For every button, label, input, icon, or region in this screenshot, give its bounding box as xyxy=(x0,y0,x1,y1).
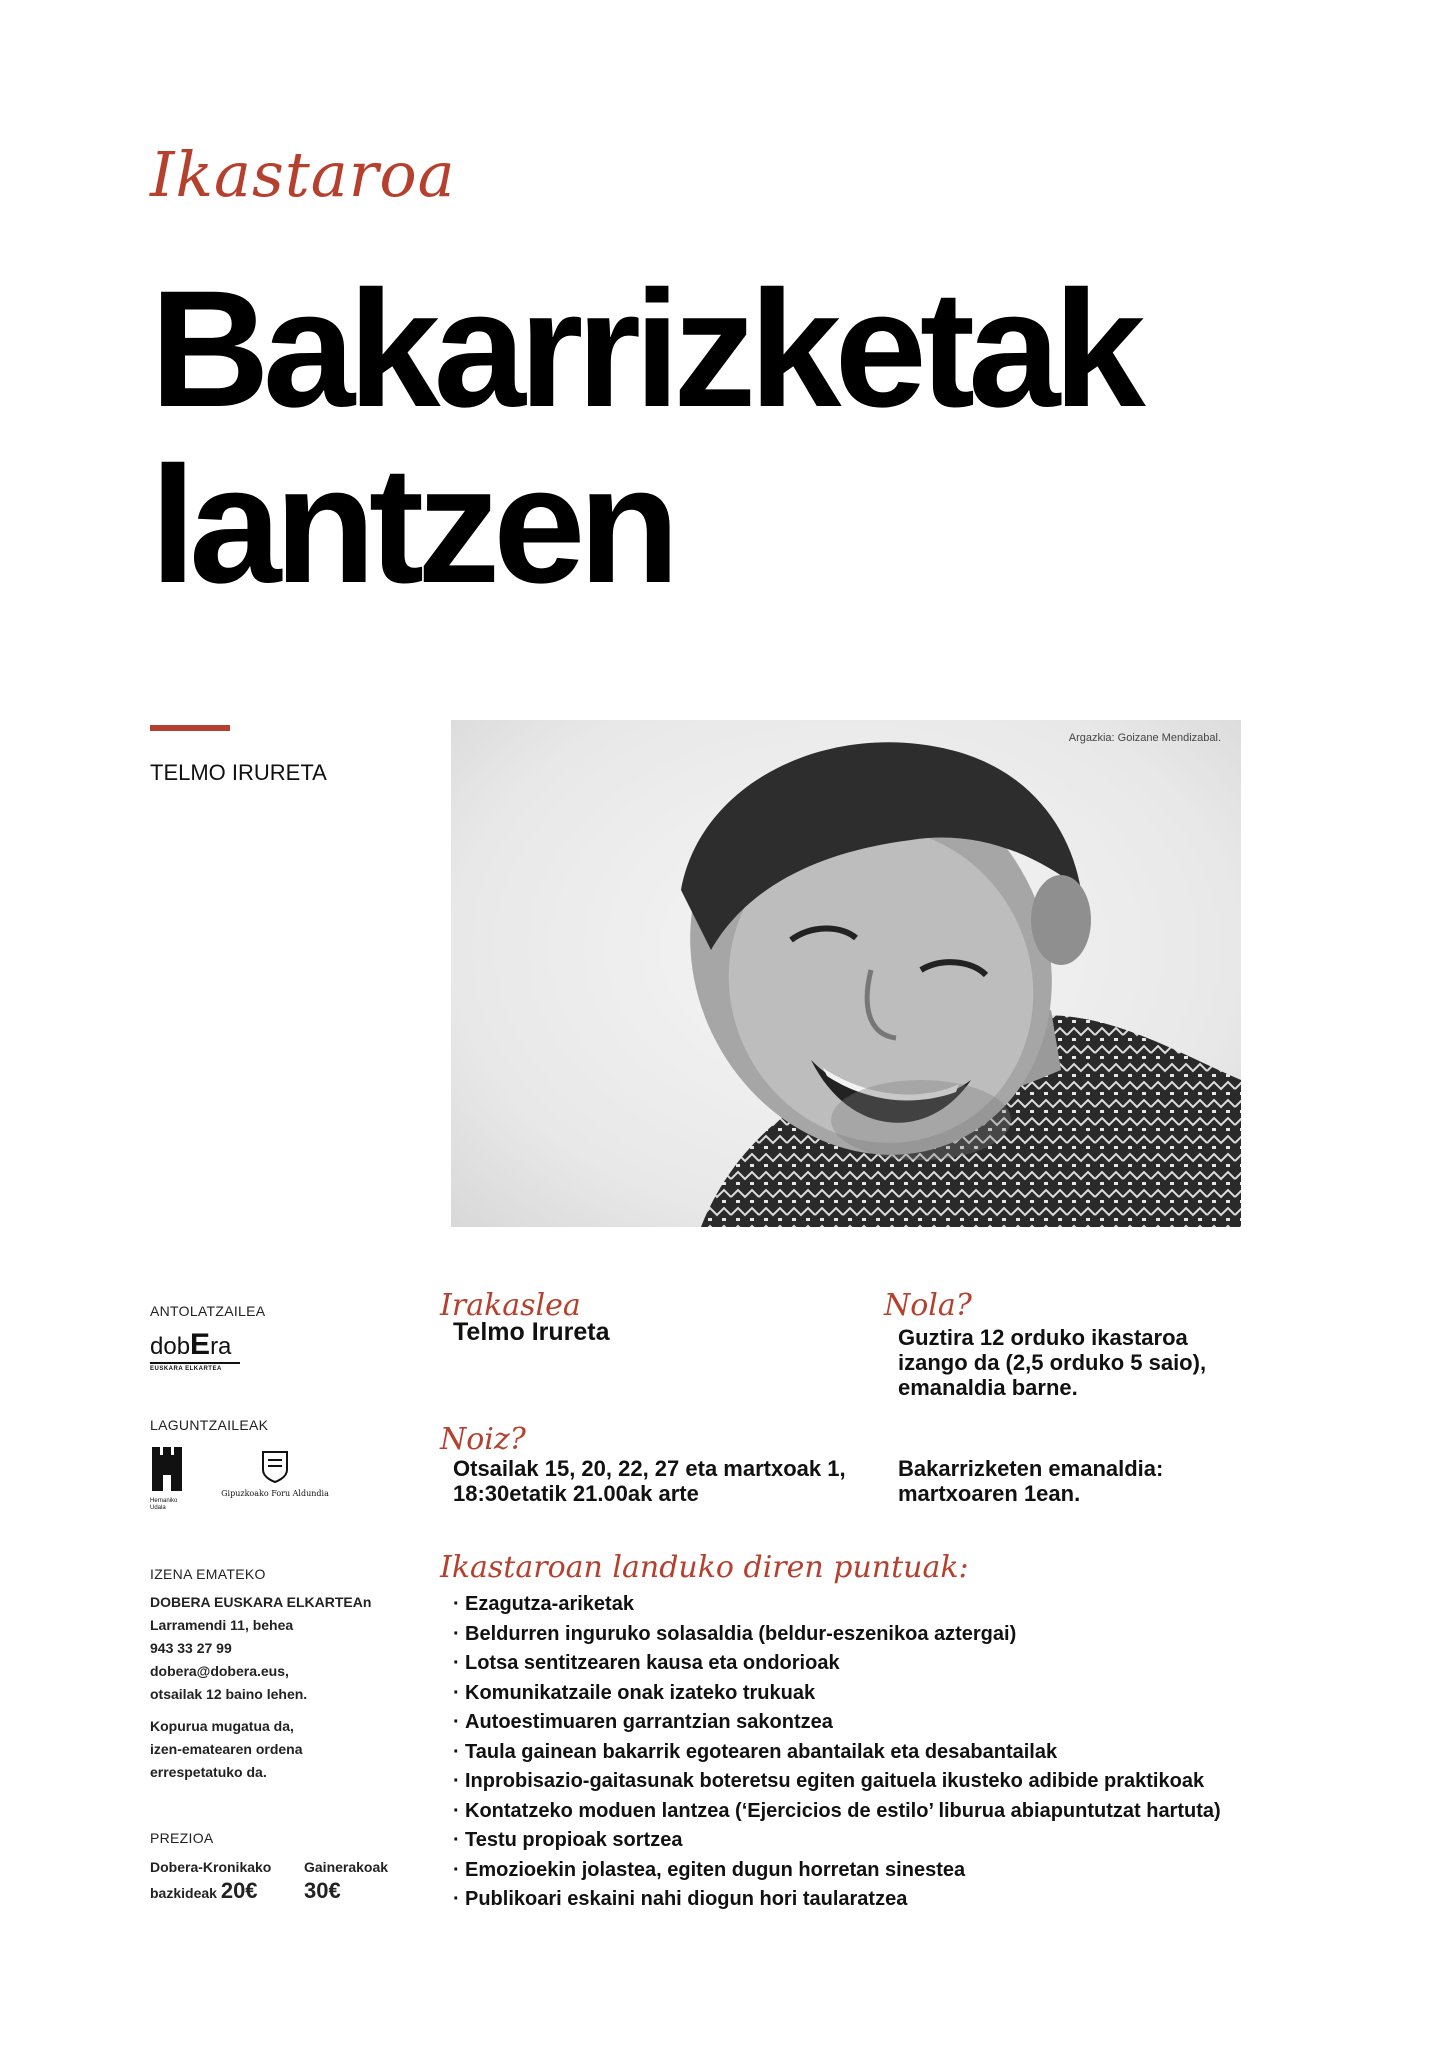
list-item: · Testu propioak sortzea xyxy=(453,1829,683,1851)
gipuzkoa-crest-icon xyxy=(260,1450,290,1484)
title-line-1: Bakarrizketak xyxy=(150,257,1139,442)
when-text: Otsailak 15, 20, 22, 27 eta martxoak 1, 18:30etatik 21.00ak arte xyxy=(453,1456,846,1506)
show-text: Bakarrizketen emanaldia: martxoaren 1ean. xyxy=(898,1456,1164,1506)
when-heading: Noiz? xyxy=(440,1422,526,1457)
price-members: Dobera-Kronikako bazkideak 20€ xyxy=(150,1859,272,1903)
author-name: TELMO IRURETA xyxy=(150,760,327,785)
sponsors-label: LAGUNTZAILEAK xyxy=(150,1417,269,1433)
list-item: · Komunikatzaile onak izateko trukuak xyxy=(453,1681,816,1704)
list-item: · Taula gainean bakarrik egotearen abantailak eta desabantailak xyxy=(453,1740,1058,1763)
organizer-label: ANTOLATZAILEA xyxy=(150,1303,266,1319)
hernani-crest-icon xyxy=(150,1445,184,1493)
kicker-ikastaroa: Ikastaroa xyxy=(150,138,456,211)
portrait-illustration xyxy=(451,720,1241,1227)
page-title xyxy=(150,257,1400,618)
gipuzkoa-logo: Gipuzkoako Foru Aldundia xyxy=(215,1450,335,1498)
teacher-heading: Irakaslea xyxy=(440,1288,581,1323)
title-line-2: lantzen xyxy=(150,433,673,618)
how-heading: Nola? xyxy=(884,1288,972,1323)
dobera-logo-subtitle: EUSKARA ELKARTEA xyxy=(150,1362,240,1372)
list-item: · Beldurren inguruko solasaldia (beldur-eszenikoa aztergai) xyxy=(453,1622,1017,1645)
accent-rule xyxy=(150,725,230,731)
registration-email[interactable]: dobera@dobera.eus, xyxy=(150,1663,289,1679)
list-item: · Kontatzeko moduen lantzea (‘Ejercicios de estilo’ liburua abiapuntutzat hartuta) xyxy=(453,1799,1221,1822)
registration-label: IZENA EMATEKO xyxy=(150,1566,266,1582)
teacher-name: Telmo Irureta xyxy=(453,1318,610,1346)
points-heading: Ikastaroan landuko diren puntuak: xyxy=(440,1550,969,1585)
price-others: Gainerakoak 30€ xyxy=(304,1859,389,1903)
price-others-amount: 30€ xyxy=(304,1878,341,1903)
portrait-photo xyxy=(451,720,1241,1227)
price-members-amount: 20€ xyxy=(220,1878,258,1903)
list-item: · Emozioekin jolastea, egiten dugun horretan sinestea xyxy=(453,1858,966,1881)
points-list xyxy=(453,1590,1221,1915)
list-item: · Lotsa sentitzearen kausa eta ondorioak xyxy=(453,1652,840,1674)
price-label: PREZIOA xyxy=(150,1830,214,1846)
photo-credit: Argazkia: Goizane Mendizabal. xyxy=(1068,732,1221,744)
registration-info: DOBERA EUSKARA ELKARTEAn Larramendi 11, behea 943 33 27 99 dobera@dobera.eus, otsailak 12 baino lehen. Kopurua mugatua da, izen-ematearen ordena errespetatuko da. xyxy=(150,1594,372,1780)
list-item: · Autoestimuaren garrantzian sakontzea xyxy=(453,1711,833,1733)
hernani-logo: Hernaniko Udala xyxy=(150,1445,200,1512)
how-text: Guztira 12 orduko ikastaroa izango da (2,5 orduko 5 saio), emanaldia barne. xyxy=(898,1325,1207,1400)
list-item: · Ezagutza-ariketak xyxy=(453,1593,634,1615)
list-item: · Inprobisazio-gaitasunak boteretsu egiten gaituela ikusteko adibide praktikoak xyxy=(453,1770,1205,1792)
dobera-logo: dobEra EUSKARA ELKARTEA xyxy=(150,1328,240,1372)
list-item: · Publikoari eskaini nahi diogun hori taularatzea xyxy=(453,1888,908,1910)
